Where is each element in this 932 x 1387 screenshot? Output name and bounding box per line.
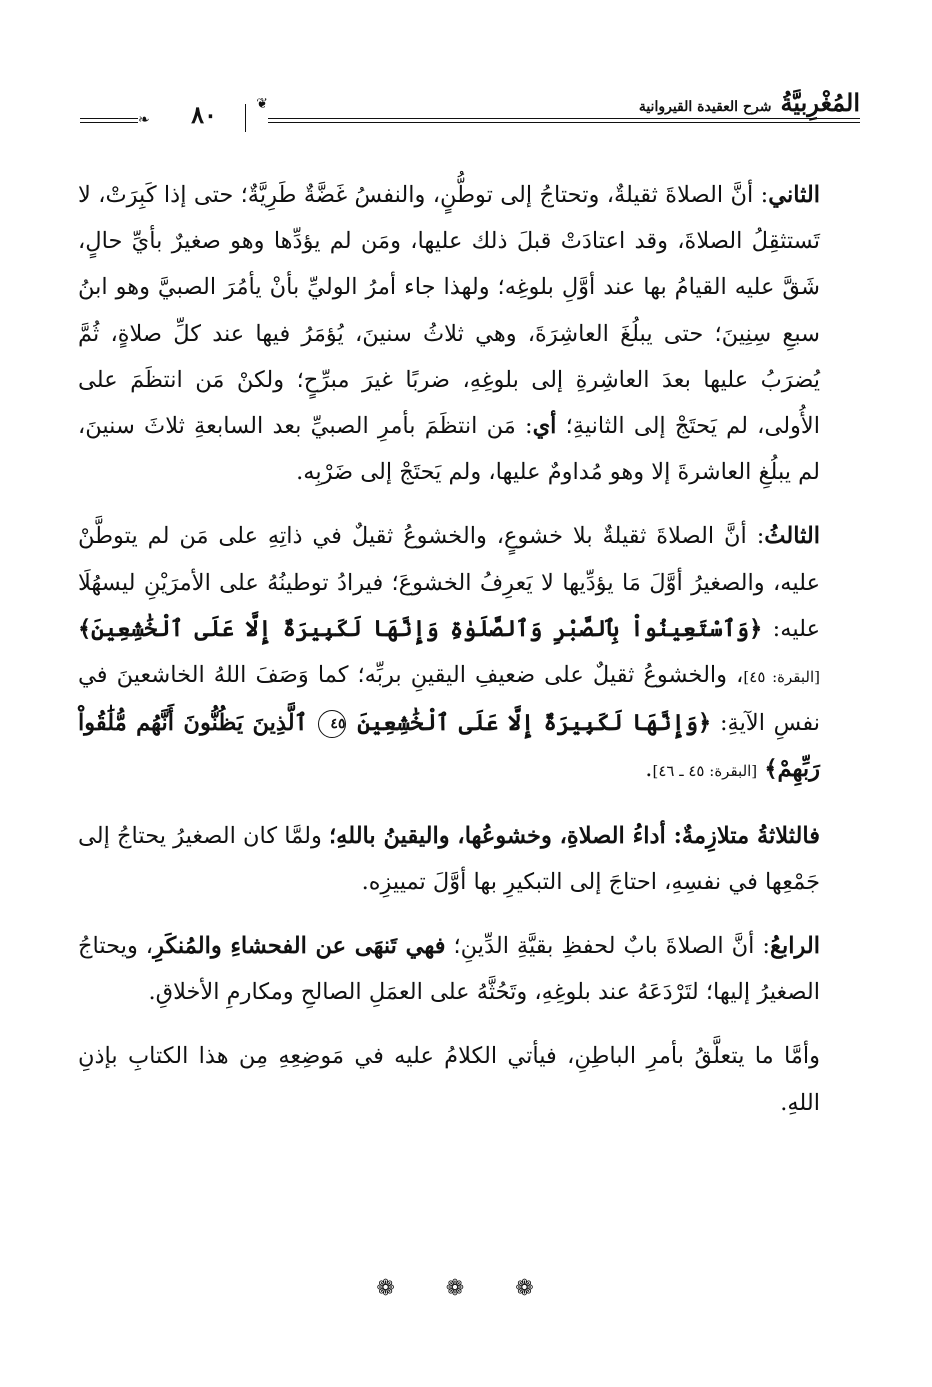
- running-title: [639, 88, 860, 117]
- page-body: [78, 172, 820, 1126]
- page-number: ٨٠: [191, 100, 217, 129]
- paragraph-lead: الثالثُ: [764, 523, 820, 550]
- paragraph-third-reason: [78, 513, 820, 794]
- paragraph-text: : أنَّ الصلاةَ ثقيلةٌ، وتحتاجُ إلى توطُّنٍ، والنفسُ غَضَّةٌ طَرِيَّةٌ؛ حتى إذا كَبِرَتْ، لا تَستثقِلُ الصلاةَ، وقد اعتادَتْ قبلَ ذلك عليها، ومَن لم يؤدِّها وهو صغيرٌ بأيِّ حالٍ، شَقَّ عليه القيامُ بها عند أوَّلِ بلوغِه؛ ولهذا جاء أمرُ الوليِّ بأنْ يأمُرَ الصبيَّ وهو ابنُ سبعِ سِنِينَ؛ حتى يبلُغَ العاشِرَةَ، وهي ثلاثُ سنينَ، يُؤمَرُ فيها عند كلِّ صلاةٍ، ثُمَّ يُضرَبُ عليها بعدَ العاشِرةِ إلى بلوغِهِ، ضربًا غيرَ مبرِّحٍ؛ ولكنْ مَن انتظَمَ على الأُولى، لم يَحتَجْ إلى الثانيةِ؛: [78, 182, 820, 440]
- page-header: [80, 82, 860, 142]
- page-number-divider: [245, 104, 246, 132]
- ornament-icon: ❦: [256, 96, 268, 112]
- ornament-icon: ❧: [138, 112, 150, 128]
- paragraph-text: ولمَّا كان الصغيرُ يحتاجُ إلى جَمْعِها في نفسِهِ، احتاجَ إلى التبكيرِ بها أوَّلَ تمييزِه.: [78, 822, 820, 895]
- paragraph-closing: [78, 1033, 820, 1125]
- verse-reference: [البقرة: ٤٥ ـ ٤٦]: [652, 762, 758, 781]
- paragraph-lead: فالثلاثةُ متلازِمةٌ: أداءُ الصلاةِ، وخشوعُها، واليقينُ باللهِ؛: [329, 822, 820, 849]
- paragraph-text: وأمَّا ما يتعلَّقُ بأمرِ الباطِنِ، فيأتي الكلامُ عليه في مَوضِعِهِ مِن هذا الكتابِ بإذنِ اللهِ.: [78, 1043, 820, 1116]
- book-subtitle: شرح العقيدة القيروانية: [638, 99, 772, 115]
- paragraph-text: ، والخشوعُ ثقيلٌ على ضعيفِ اليقينِ بربِّه؛ كما وَصَفَ اللهُ الخاشعينَ في نفسِ الآيةِ:: [78, 662, 821, 737]
- paragraph-text: : مَن انتظَمَ بأمرِ الصبيِّ بعد السابعةِ ثلاثَ سنينَ، لم يبلُغِ العاشرةَ إلا وهو مُداومٌ عليها، ولم يَحتَجْ إلى ضَرْبِه.: [78, 413, 820, 486]
- paragraph-text: .: [645, 756, 653, 783]
- quran-verse: ٱلَّذِينَ يَظُنُّونَ أَنَّهُم مُّلَٰقُواْ رَبِّهِمْ﴾: [78, 710, 820, 783]
- verse-reference: [البقرة: ٤٥]: [743, 668, 820, 687]
- paragraph-second-reason: [78, 172, 820, 495]
- paragraph-lead: الرابعُ: [769, 933, 820, 960]
- paragraph-conclusion: [78, 813, 820, 905]
- paragraph-text: : أنَّ الصلاةَ ثقيلةٌ بلا خشوعٍ، والخشوعُ ثقيلٌ في ذاتِهِ على مَن لم يتوطَّنْ عليه، والصغيرُ أوَّلَ مَا يؤدِّيها لا يَعرِفُ الخشوعَ؛ فيرادُ توطينُهُ على الأمرَيْنِ ليسهُلَا عليه:: [78, 523, 820, 642]
- ayah-number-icon: ٤٥: [318, 710, 346, 738]
- quran-verse: ﴿وَإِنَّهَا لَكَبِيرَةٌ إِلَّا عَلَى ٱلْخَٰشِعِينَ: [357, 710, 712, 737]
- paragraph-lead: الثاني: [768, 182, 820, 208]
- paragraph-lead-inline: أي: [532, 413, 557, 440]
- quran-verse: ﴿وَٱسْتَعِينُواْ بِٱلصَّبْرِ وَٱلصَّلَوٰةِ وَإِنَّهَا لَكَبِيرَةٌ إِلَّا عَلَى ٱلْخَٰشِعِينَ﴾: [78, 615, 763, 642]
- paragraph-text: : أنَّ الصلاةَ بابٌ لحفظِ بقيَّةِ الدِّينِ؛: [445, 933, 770, 960]
- paragraph-text: ، ويحتاجُ الصغيرُ إليها؛ لتَرْدَعَهُ عند بلوغِهِ، وتَحُثَّهُ على العمَلِ الصالحِ ومكارمِ الأخلاقِ.: [78, 933, 820, 1006]
- section-separator-icon: ❁ ❁ ❁: [376, 1276, 556, 1301]
- paragraph-fourth-reason: [78, 923, 820, 1015]
- book-title: المُغْرِبيَّةُ: [780, 88, 860, 117]
- paragraph-lead-inline: فهي تَنهَى عن الفحشاءِ والمُنكَرِ: [153, 933, 446, 960]
- page-number-box: [138, 96, 268, 132]
